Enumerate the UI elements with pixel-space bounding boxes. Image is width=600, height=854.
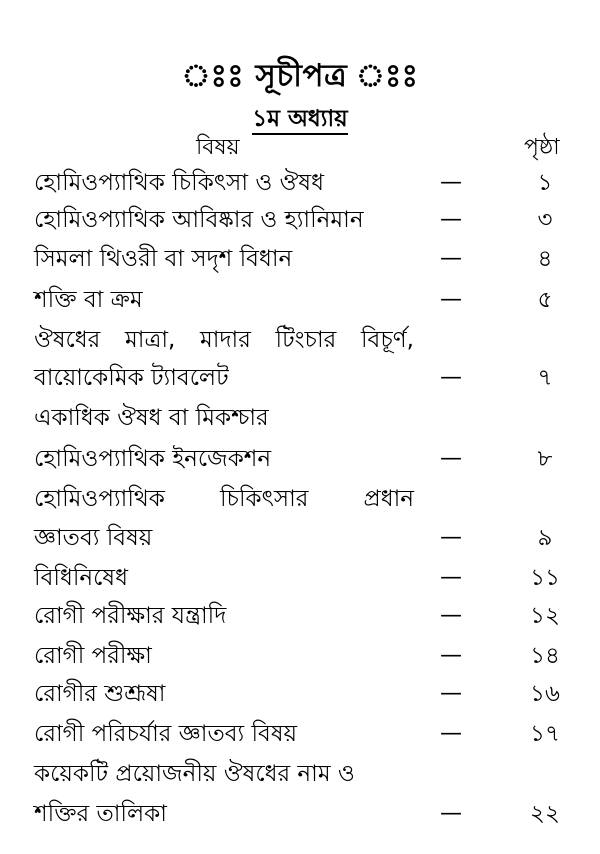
toc-entry-text: বায়োকেমিক ট্যাবলেট [34, 365, 229, 391]
toc-entry-text: সিমলা থিওরী বা সদৃশ বিধান [34, 246, 293, 272]
toc-dash: — [440, 287, 462, 312]
toc-entry-text: রোগী পরীক্ষার যন্ত্রাদি [34, 603, 227, 629]
toc-page-number: ৪ [537, 246, 553, 272]
toc-page-number: ১৬ [530, 681, 560, 707]
toc-row [0, 400, 600, 436]
toc-dash: — [440, 170, 462, 195]
toc-dash: — [440, 681, 462, 706]
toc-row [0, 716, 600, 752]
toc-dash: — [440, 643, 462, 668]
toc-row [0, 676, 600, 712]
toc-page-number: ১৭ [530, 721, 560, 747]
toc-row [0, 202, 600, 238]
toc-entry-text: হোমিওপ্যাথিক আবিষ্কার ও হ্যানিমান [34, 207, 364, 233]
toc-row [0, 441, 600, 477]
toc-dash: — [440, 603, 462, 628]
toc-row [0, 360, 600, 396]
toc-page-number: ২২ [530, 801, 560, 827]
toc-entry-text: ঔষধের মাত্রা, মাদার টিংচার বিচূর্ণ, [34, 327, 414, 353]
toc-entry-text: রোগী পরীক্ষা [34, 643, 152, 669]
toc-entry-text: হোমিওপ্যাথিক ইনজেকশন [34, 446, 272, 472]
toc-entry-text: কয়েকটি প্রয়োজনীয় ঔষধের নাম ও [34, 761, 355, 787]
toc-entry-text: হোমিওপ্যাথিক চিকিৎসার প্রধান [34, 486, 414, 512]
toc-dash: — [440, 246, 462, 271]
toc-page-number: ৮ [537, 446, 553, 472]
toc-row [0, 481, 600, 517]
toc-dash: — [440, 801, 462, 826]
column-header-page: পৃষ্ঠা [524, 135, 560, 160]
toc-row [0, 322, 600, 358]
page-title: ঃঃ সূচীপত্র ঃঃ [181, 58, 419, 94]
toc-row [0, 520, 600, 556]
toc-entry-text: শক্তির তালিকা [34, 801, 167, 827]
toc-dash: — [440, 207, 462, 232]
toc-entry-text: শক্তি বা ক্রম [34, 287, 143, 313]
toc-row [0, 756, 600, 792]
toc-page-number: ১ [537, 170, 553, 196]
toc-dash: — [440, 446, 462, 471]
toc-row [0, 598, 600, 634]
toc-dash: — [440, 365, 462, 390]
toc-dash: — [440, 565, 462, 590]
column-header-subject: বিষয় [196, 135, 240, 160]
toc-page-number: ৩ [537, 207, 553, 233]
chapter-heading [0, 100, 600, 139]
toc-row [0, 241, 600, 277]
toc-entry-text: হোমিওপ্যাথিক চিকিৎসা ও ঔষধ [34, 170, 325, 196]
toc-dash: — [440, 525, 462, 550]
toc-dash: — [440, 721, 462, 746]
toc-page-number: ৭ [537, 365, 553, 391]
toc-page-number: ৯ [537, 525, 553, 551]
toc-page-number: ৫ [537, 287, 553, 313]
toc-entry-text: একাধিক ঔষধ বা মিকশ্চার [34, 405, 269, 431]
toc-row [0, 165, 600, 201]
toc-page-number: ১৪ [530, 643, 560, 669]
toc-page-number: ১২ [530, 603, 560, 629]
toc-entry-text: রোগী পরিচর্যার জ্ঞাতব্য বিষয় [34, 721, 298, 747]
toc-row [0, 282, 600, 318]
toc-entry-text: জ্ঞাতব্য বিষয় [34, 525, 153, 551]
toc-row [0, 796, 600, 832]
toc-entry-text: বিধিনিষেধ [34, 565, 128, 591]
toc-row [0, 638, 600, 674]
toc-entry-text: রোগীর শুশ্রূষা [34, 681, 166, 707]
toc-page-number: ১১ [530, 565, 560, 591]
toc-row [0, 560, 600, 596]
chapter-heading-text: ১ম অধ্যায় [252, 106, 347, 135]
